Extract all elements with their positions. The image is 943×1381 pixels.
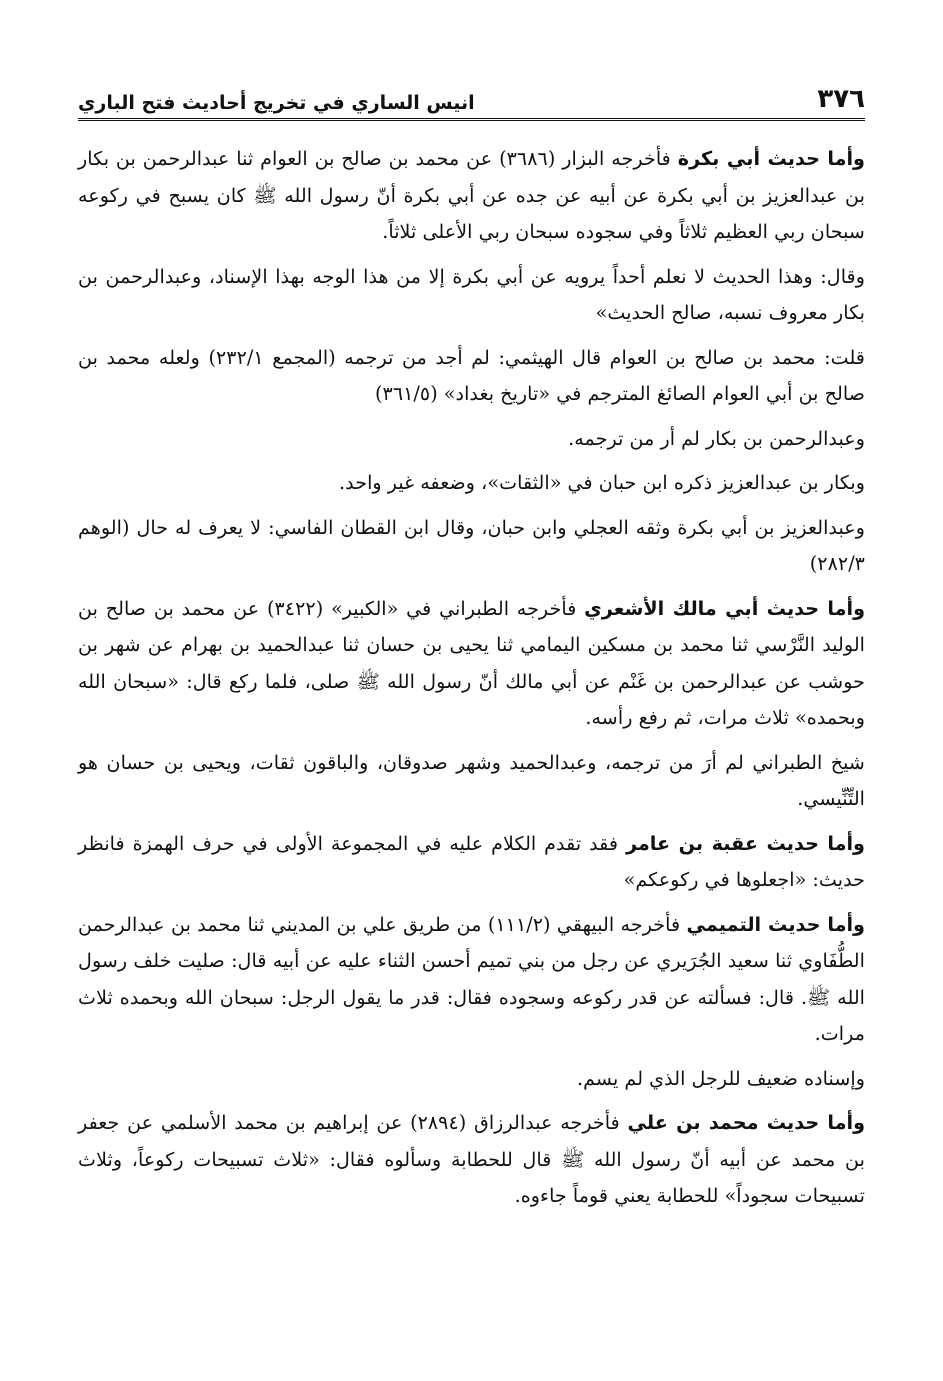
paragraph-text: فأخرجه الطبراني في «الكبير» (٣٤٢٢) عن محمد بن صالح بن الوليد النَّرْسي ثنا محمد بن مسكين اليمامي ثنا يحيى بن حسان ثنا عبدالحميد بن بهرام عن شهر بن حوشب عن عبدالرحمن بن غَنْم عن أبي مالك أنّ رسول الله ﷺ صلى، فلما ركع قال: «سبحان الله وبحمده» ثلاث مرات، ثم رفع رأسه. bbox=[78, 596, 865, 729]
paragraph-abu-bakra bbox=[78, 141, 865, 251]
paragraph-note-tabarani bbox=[78, 745, 865, 818]
paragraph-text: وعبدالرحمن بن بكار لم أر من ترجمه. bbox=[568, 426, 865, 450]
paragraph-note-abdulrahman bbox=[78, 421, 865, 458]
paragraph-text: قلت: محمد بن صالح بن العوام قال الهيثمي: لم أجد من ترجمه (المجمع ٢٣٢/١) ولعله محمد بن صالح بن أبي العوام الصائغ المترجم في «تاريخ بغداد» (٣٦١/٥) bbox=[78, 345, 865, 405]
paragraph-lead: وأما حديث التميمي bbox=[686, 912, 865, 936]
paragraph-text: وإسناده ضعيف للرجل الذي لم يسم. bbox=[577, 1066, 865, 1090]
paragraph-muhammad-bin-ali bbox=[78, 1105, 865, 1215]
page-number: ٣٧٦ bbox=[817, 84, 865, 114]
paragraph-note-abdulaziz bbox=[78, 510, 865, 583]
paragraph-tamimi bbox=[78, 907, 865, 1053]
paragraph-note-bakkar bbox=[78, 465, 865, 502]
paragraph-note-ibn-awwam bbox=[78, 340, 865, 413]
paragraph-text: وبكار بن عبدالعزيز ذكره ابن حبان في «الثقات»، وضعفه غير واحد. bbox=[339, 471, 865, 494]
page-body bbox=[78, 141, 865, 1215]
paragraph-bazzar-comment bbox=[78, 259, 865, 332]
paragraph-text: فقد تقدم الكلام عليه في المجموعة الأولى في حرف الهمزة فانظر حديث: «اجعلوها في ركوعكم» bbox=[78, 831, 865, 891]
paragraph-uqba bbox=[78, 826, 865, 899]
paragraph-text: فأخرجه عبدالرزاق (٢٨٩٤) عن إبراهيم بن محمد الأسلمي عن جعفر بن محمد عن أبيه أنّ رسول الله ﷺ قال للحطابة وسألوه فقال: «ثلاث تسبيحات ركوعاً، وثلاث تسبيحات سجوداً» للحطابة يعني قوماً جاءوه. bbox=[78, 1111, 865, 1207]
paragraph-text: وعبدالعزيز بن أبي بكرة وثقه العجلي وابن حبان، وقال ابن القطان الفاسي: لا يعرف له حال (الوهم ٢٨٢/٣) bbox=[78, 515, 865, 575]
paragraph-lead: وأما حديث أبي بكرة bbox=[677, 147, 865, 170]
paragraph-text: وقال: وهذا الحديث لا نعلم أحداً يرويه عن أبي بكرة إلا من هذا الوجه بهذا الإسناد، وعبدالرحمن بن بكار معروف نسبه، صالح الحديث» bbox=[78, 264, 866, 324]
book-page bbox=[78, 70, 865, 1341]
running-title: انيس الساري في تخريج أحاديث فتح الباري bbox=[78, 92, 475, 114]
paragraph-lead: وأما حديث أبي مالك الأشعري bbox=[584, 596, 866, 620]
paragraph-note-isnad bbox=[78, 1061, 865, 1098]
paragraph-lead: وأما حديث عقبة بن عامر bbox=[625, 831, 865, 855]
paragraph-text: شيخ الطبراني لم أرَ من ترجمه، وعبدالحميد وشهر صدوقان، والباقون ثقات، ويحيى بن حسان هو التِّنِّيسي. bbox=[78, 750, 865, 810]
paragraph-text: فأخرجه البزار (٣٦٨٦) عن محمد بن صالح بن العوام ثنا عبدالرحمن بن بكار بن عبدالعزيز بن أبي بكرة عن أبيه عن جده عن أبي بكرة أنّ رسول الله ﷺ كان يسبح في ركوعه سبحان ربي العظيم ثلاثاً وفي سجوده سبحان ربي الأعلى ثلاثاً. bbox=[78, 147, 865, 243]
page-header bbox=[78, 70, 865, 121]
paragraph-text: فأخرجه البيهقي (١١١/٢) من طريق علي بن المديني ثنا محمد بن عبدالرحمن الطُّفَاوي ثنا سعيد الجُرَيري عن رجل من بني تميم أحسن الثناء عليه عن أبيه قال: صليت خلف رسول الله ﷺ. قال: فسألته عن قدر ركوعه وسجوده فقال: قدر ما يقول الرجل: سبحان الله وبحمده ثلاث مرات. bbox=[78, 912, 865, 1045]
paragraph-abu-malik bbox=[78, 591, 865, 737]
paragraph-lead: وأما حديث محمد بن علي bbox=[627, 1111, 865, 1134]
